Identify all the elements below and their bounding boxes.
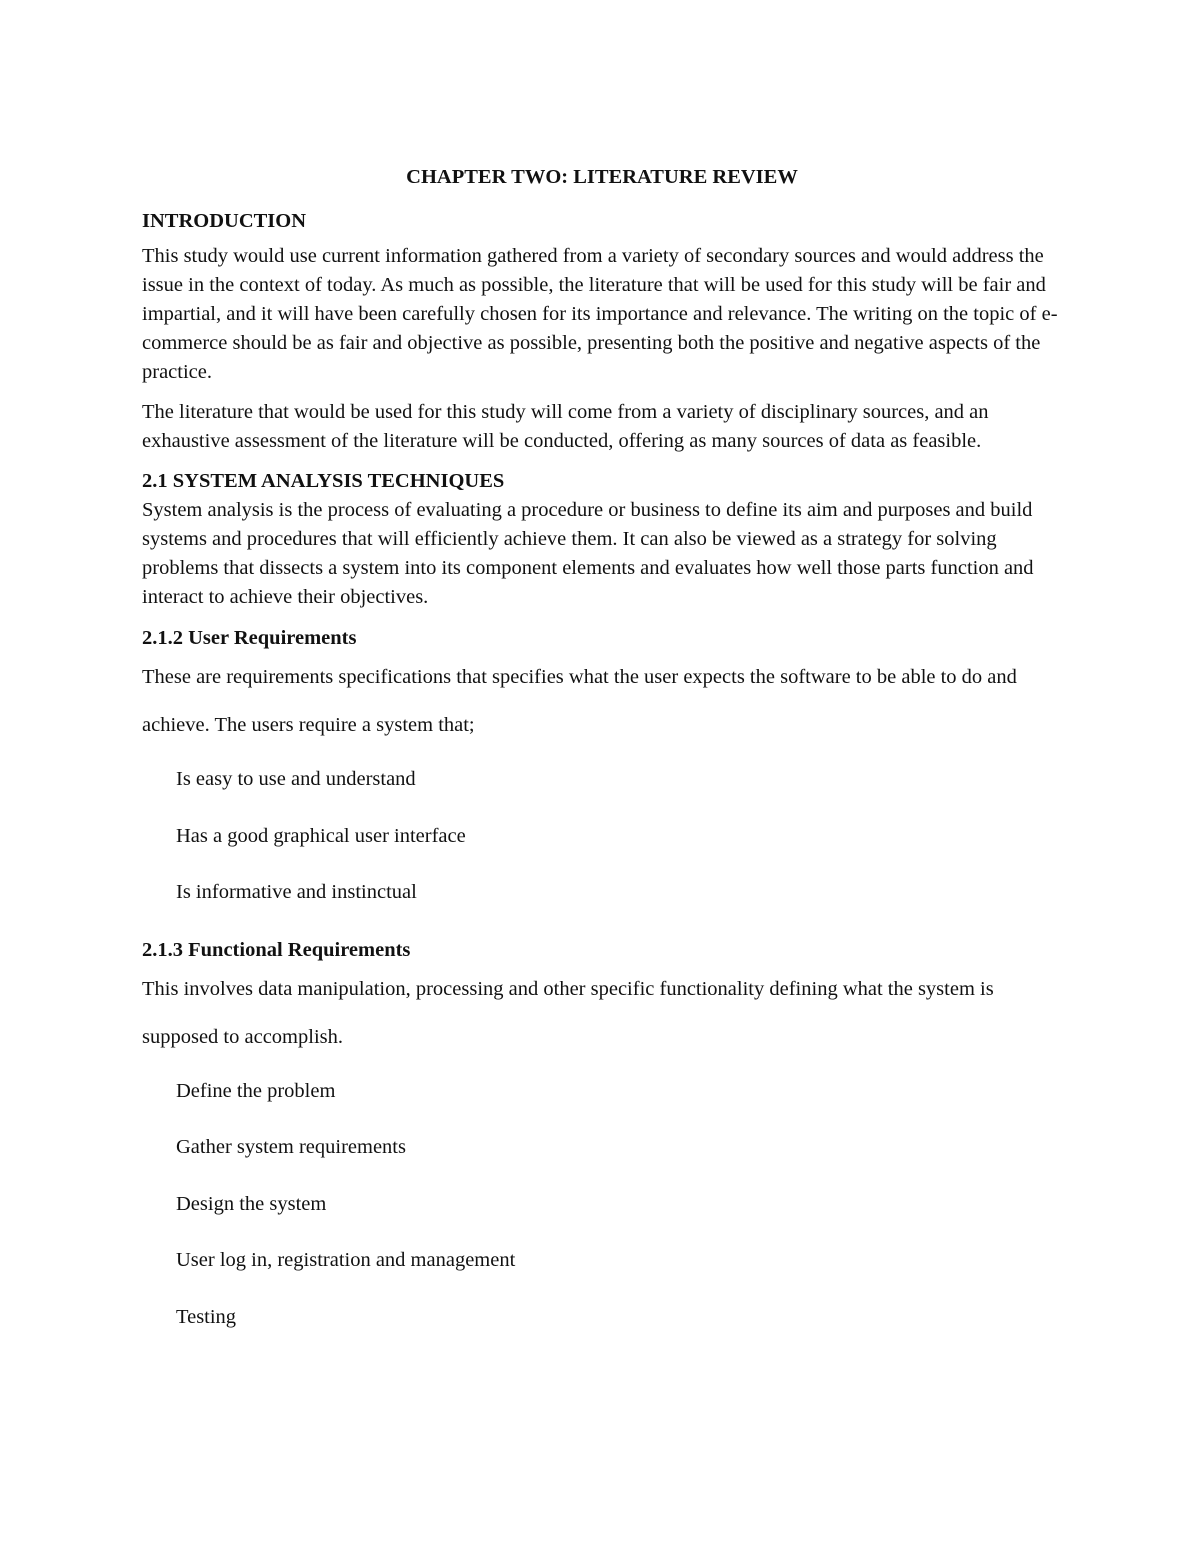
section-2-1-paragraph: System analysis is the process of evaluating a procedure or business to define its aim and purposes and build systems and procedures that will efficiently achieve them. It can also be viewed as a strategy for solving problems that dissects a system into its component elements and evaluates how well those parts function and interact to achieve their objectives. <box>142 499 1034 608</box>
introduction-paragraph-1: This study would use current information gathered from a variety of secondary sources and would address the issue in the context of today. As much as possible, the literature that will be used for this study will be fair and impartial, and it will have been carefully chosen for its importance and relevance. The writing on the topic of e-commerce should be as fair and objective as possible, presenting both the positive and negative aspects of the practice. <box>142 245 1058 383</box>
list-item: Gather system requirements <box>176 1136 406 1158</box>
list-item: Define the problem <box>176 1079 336 1102</box>
introduction-heading: INTRODUCTION <box>142 210 307 232</box>
functional-requirements-list <box>142 1077 1062 1332</box>
section-2-1-3-heading: 2.1.3 Functional Requirements <box>142 938 411 961</box>
section-2-1-2-heading: 2.1.2 User Requirements <box>142 627 357 649</box>
user-requirements-list <box>142 765 1062 935</box>
list-item: Testing <box>176 1305 237 1328</box>
list-item: Has a good graphical user interface <box>176 824 466 847</box>
section-2-1-2-paragraph: These are requirements specifications that specifies what the user expects the software to be able to do and achieve. The users require a system that; <box>142 666 1017 736</box>
introduction-paragraph-2: The literature that would be used for this study will come from a variety of disciplinary sources, and an exhaustive assessment of the literature will be conducted, offering as many sources of data as feasible. <box>142 401 989 452</box>
section-2-1-heading: 2.1 SYSTEM ANALYSIS TECHNIQUES <box>142 470 505 492</box>
list-item: User log in, registration and management <box>176 1249 516 1271</box>
list-item: Is informative and instinctual <box>176 881 417 903</box>
document-content <box>142 162 1062 1332</box>
list-item: Design the system <box>176 1192 327 1215</box>
chapter-title: CHAPTER TWO: LITERATURE REVIEW <box>406 166 798 188</box>
section-2-1-3-paragraph: This involves data manipulation, processing and other specific functionality defining what the system is supposed to accomplish. <box>142 977 994 1048</box>
list-item: Is easy to use and understand <box>176 768 416 790</box>
